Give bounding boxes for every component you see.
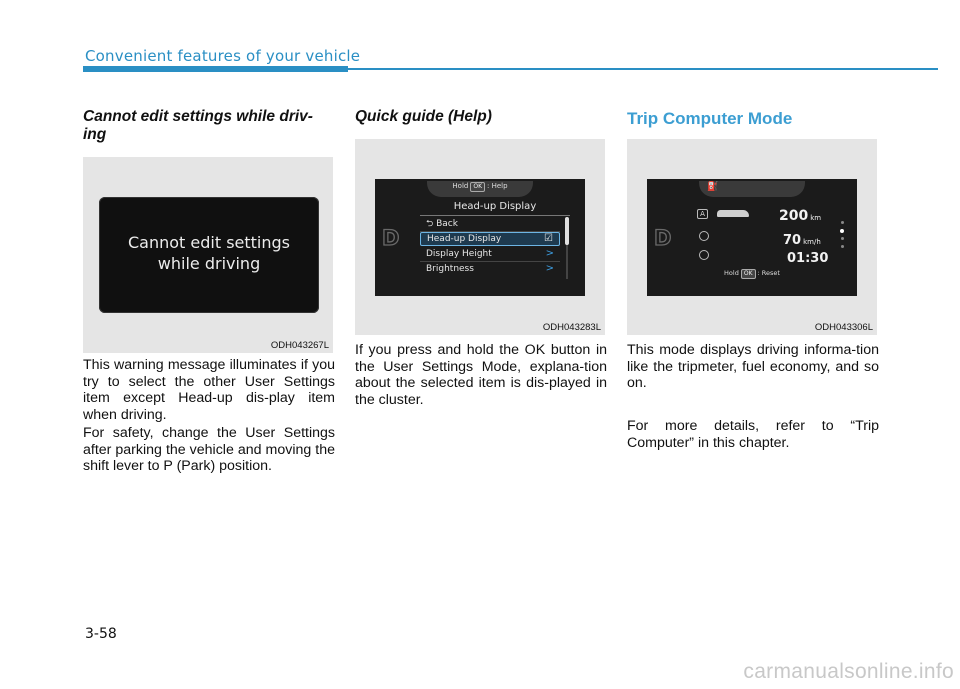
distance-readout: 200 km	[779, 208, 822, 224]
chevron-right-icon: >	[545, 248, 554, 259]
car-icon	[717, 210, 749, 217]
paragraph-trip-details: For more details, refer to “Trip Computer” in this chapter.	[627, 418, 879, 451]
menu-item-brightness: Brightness >	[426, 263, 554, 274]
warning-line-2: while driving	[157, 254, 261, 273]
ok-key-icon: OK	[741, 269, 756, 279]
time-readout: 01:30	[787, 251, 829, 266]
figure-caption: ODH043306L	[814, 322, 873, 333]
checkbox-checked-icon: ☑	[544, 233, 553, 244]
figure-trip-computer	[627, 139, 877, 335]
hold-hint	[375, 182, 585, 192]
speed-readout: 70 km/h	[783, 233, 821, 248]
gear-indicator: D	[382, 226, 400, 250]
column-cannot-edit	[83, 108, 335, 144]
menu-title-divider	[420, 215, 570, 216]
heading-quick-guide: Quick guide (Help)	[355, 108, 492, 125]
paragraph-safety: For safety, change the User Settings after parking the vehicle and moving the shift lever to P (Park) position.	[83, 425, 335, 474]
warning-line-1: Cannot edit settings	[127, 233, 290, 252]
page-dot-active	[840, 229, 844, 233]
warning-screen	[99, 197, 319, 313]
menu-title: Head-up Display	[453, 201, 537, 212]
figure-caption: ODH043283L	[542, 322, 601, 333]
column-trip-computer	[627, 108, 879, 130]
ok-key-icon: OK	[470, 182, 485, 192]
figure-cannot-edit	[83, 157, 333, 353]
page-dot	[841, 245, 844, 248]
menu-item-back: ⮌ Back	[426, 219, 458, 229]
watermark: carmanualsonline.info	[743, 660, 954, 683]
hold-suffix: : Reset	[757, 269, 780, 277]
heading-cannot-edit: Cannot edit settings while driv-ing	[83, 108, 313, 143]
column-quick-guide	[355, 108, 607, 126]
figure-caption: ODH043267L	[270, 340, 329, 351]
paragraph-quick-guide: If you press and hold the OK button in the User Settings Mode, explana-tion about the selected item is dis-played in the cluster.	[355, 342, 607, 408]
header-rule	[348, 68, 938, 70]
trip-a-icon: A	[697, 209, 708, 219]
figure-quick-guide	[355, 139, 605, 335]
page-number: 3-58	[85, 626, 117, 642]
heading-trip-computer: Trip Computer Mode	[627, 109, 793, 128]
clock-icon	[699, 250, 709, 260]
section-title: Convenient features of your vehicle	[85, 47, 361, 65]
paragraph-trip-mode: This mode displays driving informa-tion like the tripmeter, fuel economy, and so on.	[627, 342, 879, 391]
hold-prefix: Hold	[452, 182, 469, 190]
hold-suffix: : Help	[487, 182, 508, 190]
cluster-display-trip	[647, 179, 857, 296]
page-dot	[841, 221, 844, 224]
cluster-display-help	[375, 179, 585, 296]
menu-item-head-up-display: Head-up Display ☑	[420, 232, 560, 246]
header-accent-bar	[83, 66, 348, 72]
gear-indicator: D	[654, 226, 672, 250]
hold-hint	[647, 269, 857, 279]
page-dot	[841, 237, 844, 240]
hold-prefix: Hold	[724, 269, 739, 277]
menu-item-display-height: Display Height >	[426, 248, 554, 259]
speedometer-icon	[699, 231, 709, 241]
fuel-pump-icon: ⛽	[707, 182, 719, 192]
paragraph-warning: This warning message illuminates if you try to select the other User Settings item except Head-up dis-play item when driving.	[83, 357, 335, 423]
scroll-thumb	[565, 217, 569, 245]
chevron-right-icon: >	[545, 263, 554, 274]
